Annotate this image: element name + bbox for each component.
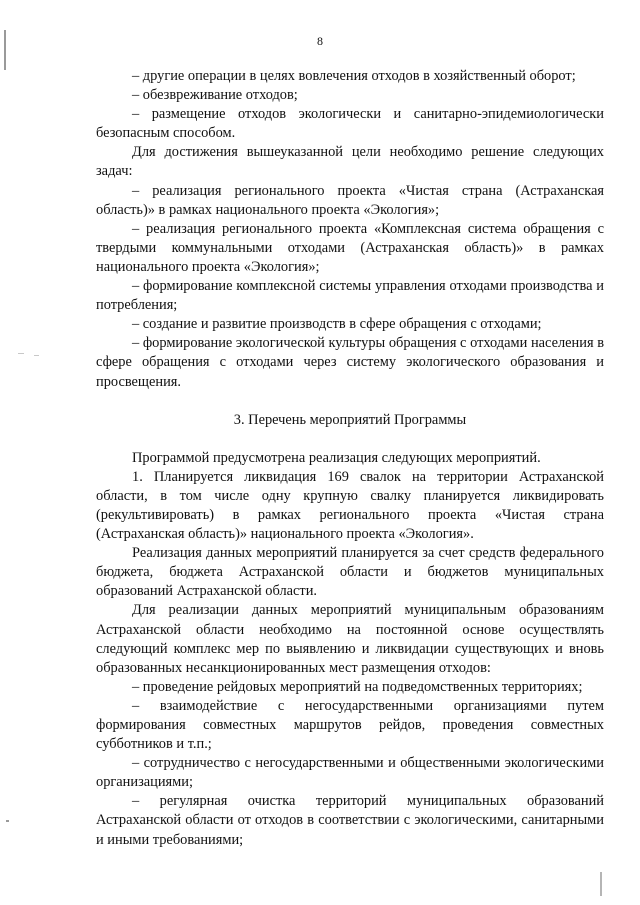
list-item: – реализация регионального проекта «Комплексная система обращения с твердыми коммунальными отходами (Астраханская область)» в рамках национального проекта «Экология»; bbox=[96, 220, 604, 275]
list-item: – реализация регионального проекта «Чистая страна (Астраханская область)» в рамках национального проекта «Экология»; bbox=[96, 182, 604, 218]
list-item: – размещение отходов экологически и санитарно-эпидемиологически безопасным способом. bbox=[96, 106, 604, 142]
scan-edge-mark bbox=[6, 820, 9, 822]
list-item: – формирование экологической культуры обращения с отходами населения в сфере обращения с отходами через систему экологического образования и просвещения. bbox=[96, 335, 604, 390]
list-item: – взаимодействие с негосударственными организациями путем формирования совместных маршрутов рейдов, проведения совместных субботников и т.п.; bbox=[96, 697, 604, 753]
list-item: – регулярная очистка территорий муниципальных образований Астраханской области от отходов в соответствии с экологическими, санитарными и иными требованиями; bbox=[96, 793, 604, 848]
page-number: 8 bbox=[317, 34, 323, 48]
measures-list bbox=[96, 449, 604, 850]
list-item: – обезвреживание отходов; bbox=[132, 87, 298, 104]
scan-edge-mark bbox=[600, 872, 602, 896]
document-body bbox=[96, 67, 604, 850]
paragraph: Реализация данных мероприятий планируется за счет средств федерального бюджета, бюджета Астраханской области и бюджетов муниципальных образований Астраханской области. bbox=[96, 545, 604, 600]
list-item: – создание и развитие производств в сфере обращения с отходами; bbox=[132, 316, 542, 333]
list-item: – проведение рейдовых мероприятий на подведомственных территориях; bbox=[132, 678, 583, 695]
section-heading: 3. Перечень мероприятий Программы bbox=[233, 411, 467, 428]
list-item: – другие операции в целях вовлечения отходов в хозяйственный оборот; bbox=[132, 68, 576, 84]
goals-list bbox=[96, 67, 604, 392]
scan-speck bbox=[18, 353, 24, 354]
list-item: – формирование комплексной системы управления отходами производства и потребления; bbox=[96, 278, 604, 314]
paragraph: Программой предусмотрена реализация следующих мероприятий. bbox=[132, 449, 541, 466]
scan-speck bbox=[34, 355, 39, 356]
list-item: – сотрудничество с негосударственными и общественными экологическими организациями; bbox=[96, 755, 604, 791]
tasks-intro: Для достижения вышеуказанной цели необходимо решение следующих задач: bbox=[96, 144, 604, 180]
paragraph: 1. Планируется ликвидация 169 свалок на территории Астраханской области, в том числе одну крупную свалку планируется ликвидировать (рекультивировать) в рамках регионального проекта «Чистая страна (Астраханская область)» национального проекта «Экология». bbox=[96, 468, 604, 543]
paragraph: Для реализации данных мероприятий муниципальным образованиям Астраханской области необходимо на постоянной основе осуществлять следующий комплекс мер по выявлению и ликвидации существующих и вновь образованных несанкционированных мест размещения отходов: bbox=[96, 602, 604, 676]
